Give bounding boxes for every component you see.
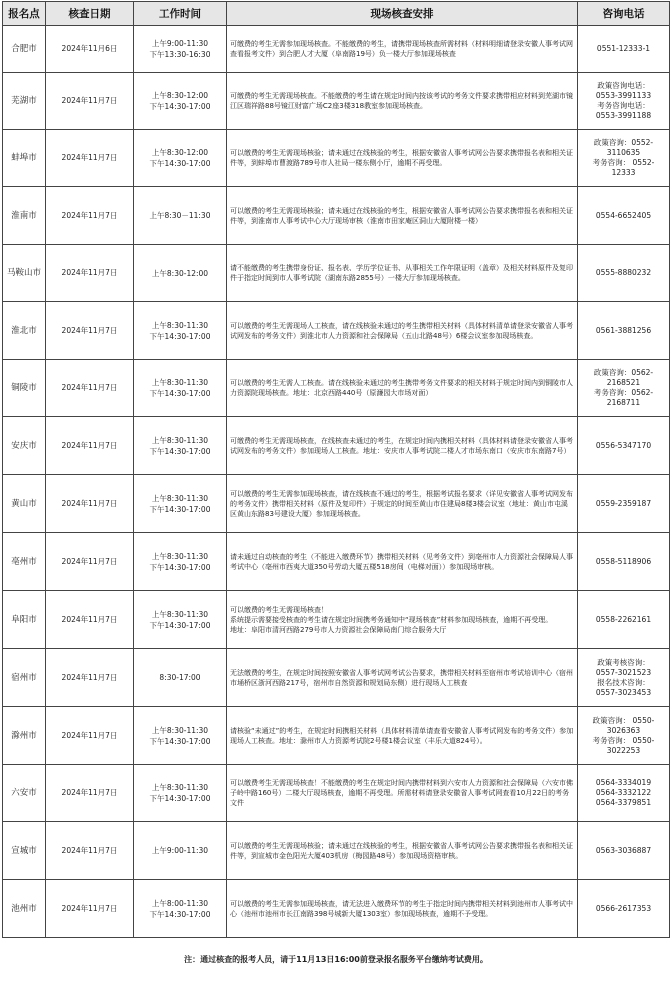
city-cell: 芜湖市: [3, 73, 46, 130]
date-cell: 2024年11月7日: [46, 591, 134, 649]
date-cell: 2024年11月7日: [46, 475, 134, 533]
header-phone: 咨询电话: [578, 2, 670, 26]
city-cell: 宿州市: [3, 649, 46, 707]
phone-line: 0561-3881256: [595, 325, 652, 335]
phone-line: 考务咨询电话：: [597, 101, 650, 110]
time-line: 下午14:30-17:00: [149, 159, 211, 168]
date-cell: 2024年11月7日: [46, 417, 134, 475]
arrangement-cell: 可缴费的考生无需现场核查，在线核查未通过的考生，在规定时间内携相关材料（具体材料请登录安徽省人事考试网发布的考务文件）参加现场人工核查。地址：安庆市人事考试院二楼人才市场东南口（安庆市东南路7号）: [227, 417, 578, 475]
phone-cell: [578, 26, 670, 73]
time-cell: [134, 765, 227, 822]
time-line: 上午8:30－11:30: [149, 211, 211, 220]
time-line: 下午14:30-17:00: [149, 736, 211, 746]
arrangement-line: 地址：阜阳市清河西路279号市人力资源社会保障局南门综合服务大厅: [230, 625, 447, 634]
time-line: 上午8:30-11:30: [151, 435, 209, 445]
table-row: [3, 417, 670, 475]
arrangement-cell: 可以缴费考生无需现场核查！不能缴费的考生在规定时间内携带材料到六安市人力资源和社会保障局（六安市佛子岭中路160号）二楼大厅现场核查，逾期不再受理。所需材料请登录安徽省人事考试网查看10月22日的考务文件: [227, 765, 578, 822]
table-body: [3, 26, 670, 938]
city-cell: 阜阳市: [3, 591, 46, 649]
time-line: 下午14:30-17:00: [149, 909, 211, 919]
arrangement-cell: 请未通过自动核查的考生（不能进入缴费环节）携带相关材料（见考务文件）到亳州市人力资源社会保障局人事考试中心（亳州市西夷大道350号劳动大厦五楼518房间（电梯对面））参加现场审核。: [227, 533, 578, 591]
phone-cell: [578, 533, 670, 591]
phone-line: 政策考核咨询：: [597, 657, 650, 667]
arrangement-cell: 无法缴费的考生，在规定时间按照安徽省人事考试网考试公告要求，携带相关材料至宿州市考试培训中心（宿州市埇桥区浙河西路217号，宿州市自然资源和规划局东侧）进行现场人工核查: [227, 649, 578, 707]
arrangement-cell: 请不能缴费的考生携带身份证、报名表、学历学位证书、从事相关工作年限证明（盖章）及相关材料原件及复印件于指定时间到市人事考试院（湖南东路2855号）一楼大厅参加现场核查。: [227, 245, 578, 302]
city-cell: 合肥市: [3, 26, 46, 73]
date-cell: 2024年11月7日: [46, 533, 134, 591]
time-line: 上午8:30-11:30: [151, 378, 209, 387]
city-cell: 淮南市: [3, 187, 46, 245]
phone-cell: [578, 417, 670, 475]
date-cell: 2024年11月7日: [46, 880, 134, 938]
table-row: [3, 707, 670, 765]
time-cell: [134, 130, 227, 187]
header-city: 报名点: [3, 2, 46, 26]
phone-line: 0559-2359187: [595, 498, 652, 508]
phone-cell: [578, 130, 670, 187]
city-cell: 黄山市: [3, 475, 46, 533]
time-line: 下午14:30-17:00: [149, 620, 211, 630]
phone-line: 0563-3036887: [595, 845, 652, 855]
note-row: [3, 938, 670, 983]
time-line: 上午8:30-11:30: [151, 725, 209, 735]
time-line: 下午14:30-17:00: [149, 389, 211, 398]
time-line: 上午8:30-11:30: [151, 783, 209, 792]
phone-line: 0566-2617353: [595, 903, 652, 913]
phone-line: 0556-5347170: [595, 440, 652, 450]
phone-cell: [578, 73, 670, 130]
time-line: 下午13:30-16:30: [149, 50, 211, 59]
time-line: 上午8:30-11:30: [151, 551, 209, 561]
phone-line: 0551-12333-1: [596, 44, 651, 53]
phone-cell: [578, 187, 670, 245]
time-line: 下午14:30-17:00: [149, 331, 211, 341]
city-cell: 亳州市: [3, 533, 46, 591]
phone-line: 0554-6652405: [595, 210, 652, 220]
phone-line: 政策咨询：0562-2168521: [593, 368, 654, 387]
time-cell: [134, 245, 227, 302]
phone-cell: [578, 245, 670, 302]
phone-line: 0564-3334019: [595, 778, 652, 787]
phone-line: 政策咨询： 0550-3026363: [592, 715, 655, 735]
table-row: [3, 187, 670, 245]
arrangement-cell: 可以缴费的考生无需现场人工核查，请在线核验未通过的考生携带相关材料（具体材料清单请登录安徽省人事考试网发布的考务文件）到淮北市人力资源和社会保障局（五山北路48号）6楼会议室参加现场核查。: [227, 302, 578, 360]
table-row: [3, 822, 670, 880]
phone-cell: [578, 880, 670, 938]
time-line: 上午8:30-12:00: [151, 148, 209, 157]
phone-line: 考务咨询： 0550-3022253: [592, 735, 655, 755]
time-cell: [134, 822, 227, 880]
phone-line: 0555-8880232: [595, 268, 652, 277]
table-row: [3, 649, 670, 707]
city-cell: 六安市: [3, 765, 46, 822]
time-line: 上午8:30-11:30: [151, 493, 209, 503]
table-row: [3, 591, 670, 649]
time-cell: [134, 417, 227, 475]
date-cell: 2024年11月7日: [46, 73, 134, 130]
time-cell: [134, 73, 227, 130]
date-cell: 2024年11月7日: [46, 649, 134, 707]
phone-line: 政策咨询：0552-3110635: [593, 138, 654, 157]
table-row: [3, 533, 670, 591]
date-cell: 2024年11月7日: [46, 360, 134, 417]
arrangement-cell: 可缴费的考生无需参加现场核查。不能缴费的考生，请携带现场核查所需材料（材料明细请登录安徽人事考试网查看报考文件）到合肥人才大厦（阜南路19号）负一楼大厅参加现场核查: [227, 26, 578, 73]
date-cell: 2024年11月7日: [46, 187, 134, 245]
city-cell: 安庆市: [3, 417, 46, 475]
time-cell: [134, 880, 227, 938]
time-line: 上午9:00-11:30: [151, 846, 209, 855]
time-line: 8:30-17:00: [159, 673, 201, 682]
arrangement-cell: 可以缴费的考生无需现场核验；请未通过在线核验的考生，根据安徽省人事考试网公告要求携带报名表和相关证件等，到蚌埠市曹渡路789号市人社局一楼东侧小厅，逾期不再受理。: [227, 130, 578, 187]
table-row: [3, 26, 670, 73]
phone-cell: [578, 360, 670, 417]
phone-line: 政策咨询电话：: [597, 81, 650, 90]
phone-line: 0564-3379851: [595, 798, 652, 807]
time-cell: [134, 26, 227, 73]
verification-schedule-table: [2, 1, 670, 982]
arrangement-cell: 请核验“未通过”的考生，在规定时间携相关材料（具体材料清单请查看安徽省人事考试网发布的考务文件）参加现场人工核查。地址：滁州市人力资源考试院2号楼1楼会议室（丰乐大道824号）。: [227, 707, 578, 765]
time-cell: [134, 360, 227, 417]
time-cell: [134, 475, 227, 533]
table-row: [3, 130, 670, 187]
city-cell: 马鞍山市: [3, 245, 46, 302]
table-row: [3, 245, 670, 302]
table-row: [3, 880, 670, 938]
arrangement-line: 可以缴费的考生无需现场核查！: [230, 605, 328, 614]
time-cell: [134, 649, 227, 707]
time-cell: [134, 533, 227, 591]
city-cell: 淮北市: [3, 302, 46, 360]
time-line: 下午14:30-17:00: [149, 102, 211, 111]
arrangement-line: 系统提示需要接受核查的考生请在规定时间携考务通知中“现场核查”材料参加现场核查，逾期不再受理。: [230, 615, 553, 624]
date-cell: 2024年11月7日: [46, 707, 134, 765]
time-line: 上午8:30-12:00: [151, 91, 209, 100]
header-row: [3, 2, 670, 26]
arrangement-cell: 可缴费的考生无需现场核查。不能缴费的考生请在规定时间内按该考试的考务文件要求携带相应材料到芜湖市镜江区瑞祥路88号镜江财富广场C2座3楼318教室参加现场核查。: [227, 73, 578, 130]
city-cell: 铜陵市: [3, 360, 46, 417]
time-line: 上午8:30-12:00: [151, 268, 209, 278]
phone-line: 0558-2262161: [595, 614, 652, 624]
arrangement-cell: 可以缴费的考生无需参加现场核查，请在线核查不通过的考生，根据考试报名要求（详见安徽省人事考试网发布的考务文件）携带相关材料（原件及复印件）于规定的时间至黄山市住建局8楼3楼会议室（地址：黄山市屯溪区黄山东路83号建设大厦）参加现场核查。: [227, 475, 578, 533]
table-row: [3, 302, 670, 360]
arrangement-cell: 可以缴费的考生无需参加现场核查，请无法进入缴费环节的考生于指定时间内携带相关材料到池州市人事考试中心（池州市池州市长江南路398号城新大厦1303室）参加现场核查，逾期不予受理。: [227, 880, 578, 938]
time-line: 上午8:00-11:30: [151, 898, 209, 908]
phone-cell: [578, 591, 670, 649]
header-date: 核查日期: [46, 2, 134, 26]
phone-cell: [578, 302, 670, 360]
time-line: 下午14:30-17:00: [149, 794, 211, 803]
phone-line: 0557-3023453: [595, 687, 652, 697]
city-cell: 滁州市: [3, 707, 46, 765]
time-line: 下午14:30-17:00: [149, 562, 211, 572]
phone-cell: [578, 765, 670, 822]
time-line: 上午8:30-11:30: [151, 609, 209, 619]
time-line: 下午14:30-17:00: [149, 504, 211, 514]
arrangement-cell: [227, 591, 578, 649]
phone-line: 0564-3332122: [595, 788, 652, 797]
phone-line: 报名技术咨询：: [597, 677, 650, 687]
date-cell: 2024年11月7日: [46, 822, 134, 880]
phone-line: 考务咨询： 0552-12333: [592, 158, 655, 177]
time-line: 上午8:30-11:30: [151, 320, 209, 330]
phone-cell: [578, 475, 670, 533]
phone-line: 考务咨询：0562-2168711: [593, 388, 654, 407]
date-cell: 2024年11月7日: [46, 765, 134, 822]
time-line: 上午9:00-11:30: [151, 39, 209, 48]
time-cell: [134, 707, 227, 765]
phone-line: 0558-5118906: [595, 556, 652, 566]
time-cell: [134, 302, 227, 360]
phone-cell: [578, 649, 670, 707]
city-cell: 蚌埠市: [3, 130, 46, 187]
arrangement-cell: 可以缴费的考生无需人工核查。请在线核验未通过的考生携带考务文件要求的相关材料于规定时间内到铜陵市人力资源院现场核查。地址：北京西路440号（原濂园大市场对面）: [227, 360, 578, 417]
phone-cell: [578, 707, 670, 765]
header-arrangement: 现场核查安排: [227, 2, 578, 26]
payment-note: 注：通过核查的报考人员，请于11月13日16:00前登录报名服务平台缴纳考试费用。: [3, 938, 670, 983]
city-cell: 宣城市: [3, 822, 46, 880]
phone-line: 0553-3991188: [595, 111, 652, 120]
time-line: 下午14:30-17:00: [149, 446, 211, 456]
city-cell: 池州市: [3, 880, 46, 938]
arrangement-cell: 可以缴费的考生无需现场核验；请未通过在线核验的考生，根据安徽省人事考试网公告要求携带报名表和相关证件等，到宣城市金色阳光大厦403机房（梅园路48号）参加现场资格审核。: [227, 822, 578, 880]
header-time: 工作时间: [134, 2, 227, 26]
date-cell: 2024年11月6日: [46, 26, 134, 73]
table-row: [3, 73, 670, 130]
date-cell: 2024年11月7日: [46, 245, 134, 302]
phone-line: 0557-3021523: [595, 667, 652, 677]
time-cell: [134, 187, 227, 245]
phone-line: 0553-3991133: [595, 91, 652, 100]
date-cell: 2024年11月7日: [46, 130, 134, 187]
phone-cell: [578, 822, 670, 880]
arrangement-cell: 可以缴费的考生无需现场核验；请未通过在线核验的考生，根据安徽省人事考试网公告要求携带报名表和相关证件等，到淮南市人事考试中心大厅现场审核（淮南市田家庵区洞山大厦附楼一楼）: [227, 187, 578, 245]
table-row: [3, 360, 670, 417]
date-cell: 2024年11月7日: [46, 302, 134, 360]
time-cell: [134, 591, 227, 649]
table-row: [3, 475, 670, 533]
table-row: [3, 765, 670, 822]
